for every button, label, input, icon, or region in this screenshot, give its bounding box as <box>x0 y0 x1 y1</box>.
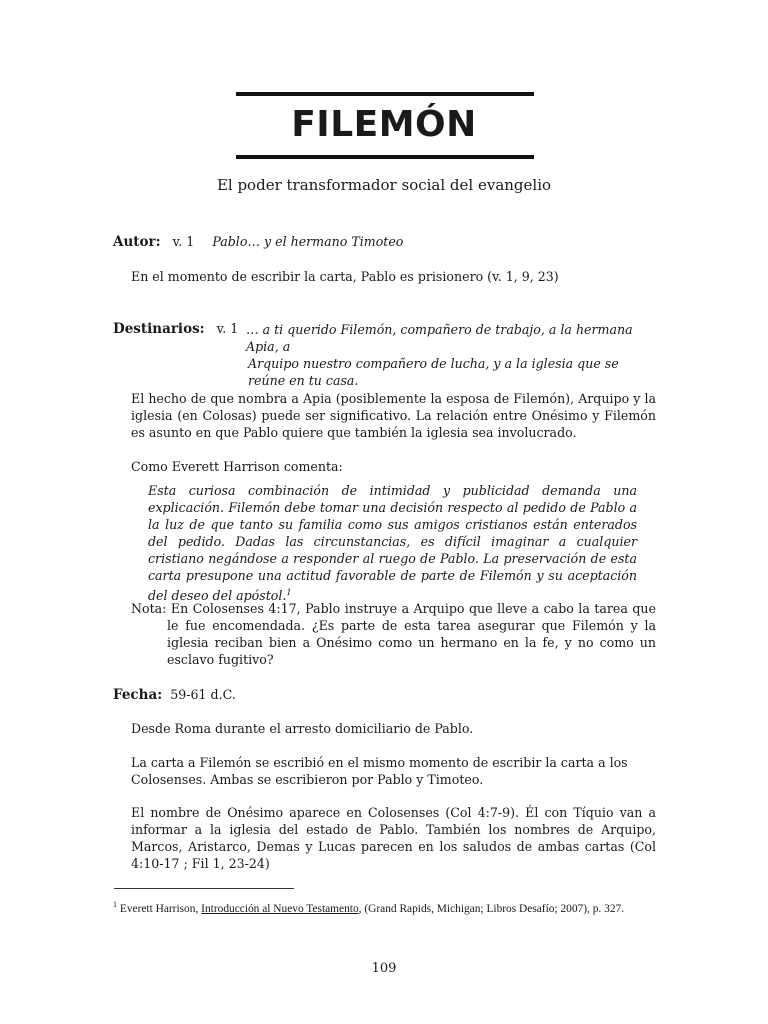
footnote-reference[interactable]: 1 <box>286 588 292 597</box>
nota-label: Nota: <box>131 601 167 616</box>
recipients-paragraph: El hecho de que nombra a Apia (posiblemente la esposa de Filemón), Arquipo y la iglesia (en Colosas) puede ser significativo. La relación entre Onésimo y Filemón es asunto en que Pablo quiere que también la iglesia sea involucrado. <box>131 391 656 440</box>
page-number: 109 <box>371 961 397 976</box>
page-subtitle: El poder transformador social del evangelio <box>216 176 552 194</box>
harrison-intro: Como Everett Harrison comenta: <box>131 459 343 474</box>
recipients-ref: v. 1 <box>216 321 239 336</box>
author-note: En el momento de escribir la carta, Pablo es prisionero (v. 1, 9, 23) <box>131 269 559 284</box>
author-line <box>113 233 673 251</box>
date-label: Fecha: <box>113 687 163 703</box>
date-line <box>113 686 673 704</box>
footnote-number: 1 <box>113 900 117 909</box>
title-bottom-rule <box>236 155 534 159</box>
harrison-blockquote <box>148 482 637 604</box>
page-title: FILEMÓN <box>291 104 477 145</box>
author-label: Autor: <box>113 234 161 250</box>
recipients-quote-line1: … a ti querido Filemón, compañero de trabajo, a la hermana Apia, a <box>246 322 633 354</box>
recipients-quote-rest: Arquipo nuestro compañero de lucha, y a la iglesia que se reúne en tu casa. <box>248 356 619 388</box>
footnote-book-title: Introducción al Nuevo Testamento <box>201 902 359 915</box>
title-top-rule <box>236 92 534 96</box>
recipients-label: Destinarios: <box>113 321 205 337</box>
date-value: 59-61 d.C. <box>170 687 236 702</box>
date-paragraph-1: Desde Roma durante el arresto domiciliario de Pablo. <box>131 721 474 736</box>
recipients-quote <box>246 321 658 389</box>
nota-paragraph <box>131 600 656 668</box>
footnote-author: Everett Harrison, <box>119 902 199 915</box>
nota-block <box>131 600 656 668</box>
footnote-details: , (Grand Rapids, Michigan; Libros Desafío; 2007), p. 327. <box>358 902 625 915</box>
footnote <box>113 897 658 917</box>
author-quote: Pablo… y el hermano Timoteo <box>212 234 404 249</box>
date-paragraph-3: El nombre de Onésimo aparece en Colosenses (Col 4:7-9). Él con Tíquio van a informar a la iglesia del estado de Pablo. También los nombres de Arquipo, Marcos, Aristarco, Demas y Lucas parecen en los saludos de ambas cartas (Col 4:10-17 ; Fil 1, 23-24) <box>131 805 656 871</box>
author-ref: v. 1 <box>172 234 195 249</box>
footnote-separator <box>114 888 294 889</box>
date-paragraph-2: La carta a Filemón se escribió en el mismo momento de escribir la carta a los Colosenses. Ambas se escribieron por Pablo y Timoteo. <box>131 755 628 787</box>
nota-text: En Colosenses 4:17, Pablo instruye a Arquipo que lleve a cabo la tarea que le fue encomendada. ¿Es parte de esta tarea asegurar que Filemón y la iglesia reciban bien a Onésimo como un hermano en la fe, y no como un esclavo fugitivo? <box>167 601 656 667</box>
harrison-quote-text: Esta curiosa combinación de intimidad y publicidad demanda una explicación. Filemón debe tomar una decisión respecto al pedido de Pablo a la luz de que tanto su familia como sus amigos cristianos están enterados del pedido. Dadas las circunstancias, es difícil imaginar a cualquier cristiano negándose a responder al ruego de Pablo. La preservación de esta carta presupone una actitud favorable de parte de Filemón y su aceptación del deseo del apóstol. <box>148 483 637 604</box>
